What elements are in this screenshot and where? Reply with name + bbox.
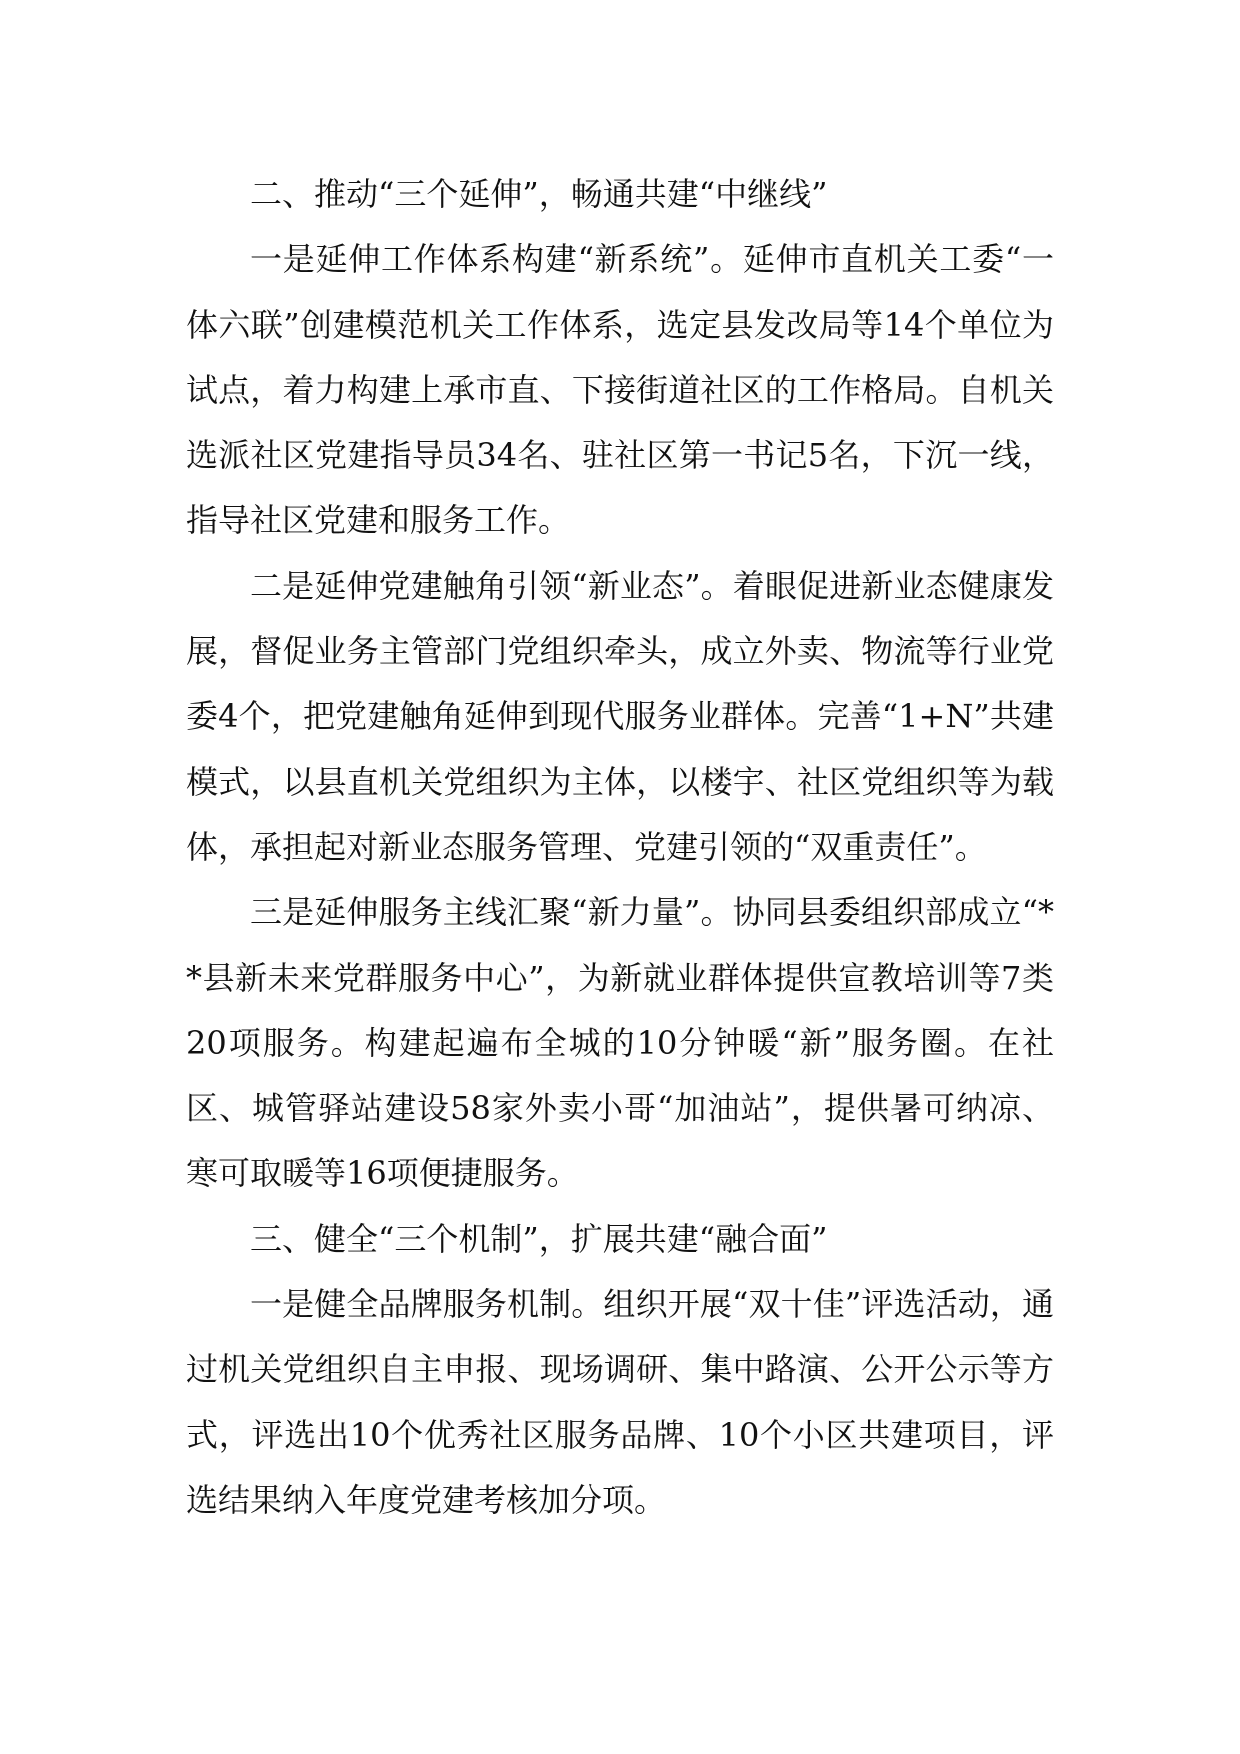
paragraph-new-business-forms: 二是延伸党建触角引领“新业态”。着眼促进新业态健康发展，督促业务主管部门党组织牵头，成立外卖、物流等行业党委4个，把党建触角延伸到现代服务业群体。完善“1+N”共建模式，以县直机关党组织为主体，以楼宇、社区党组织等为载体，承担起对新业态服务管理、党建引领的“双重责任”。 (186, 566, 1054, 866)
document-body (186, 162, 1054, 1533)
section-heading-2: 二、推动“三个延伸”，畅通共建“中继线” (250, 175, 828, 213)
paragraph-brand-service-mechanism: 一是健全品牌服务机制。组织开展“双十佳”评选活动，通过机关党组织自主申报、现场调研、集中路演、公开公示等方式，评选出10个优秀社区服务品牌、10个小区共建项目，评选结果纳入年度党建考核加分项。 (186, 1285, 1054, 1519)
section-heading-3: 三、健全“三个机制”，扩展共建“融合面” (250, 1219, 828, 1258)
paragraph-system-extension: 一是延伸工作体系构建“新系统”。延伸市直机关工委“一体六联”创建模范机关工作体系，选定县发改局等14个单位为试点，着力构建上承市直、下接街道社区的工作格局。自机关选派社区党建指导员34名、驻社区第一书记5名，下沉一线，指导社区党建和服务工作。 (186, 240, 1054, 540)
paragraph-service-mainline: 三是延伸服务主线汇聚“新力量”。协同县委组织部成立“**县新未来党群服务中心”，为新就业群体提供宣教培训等7类20项服务。构建起遍布全城的10分钟暖“新”服务圈。在社区、城管驿站建设58家外卖小哥“加油站”，提供暑可纳凉、寒可取暖等16项便捷服务。 (186, 893, 1054, 1193)
